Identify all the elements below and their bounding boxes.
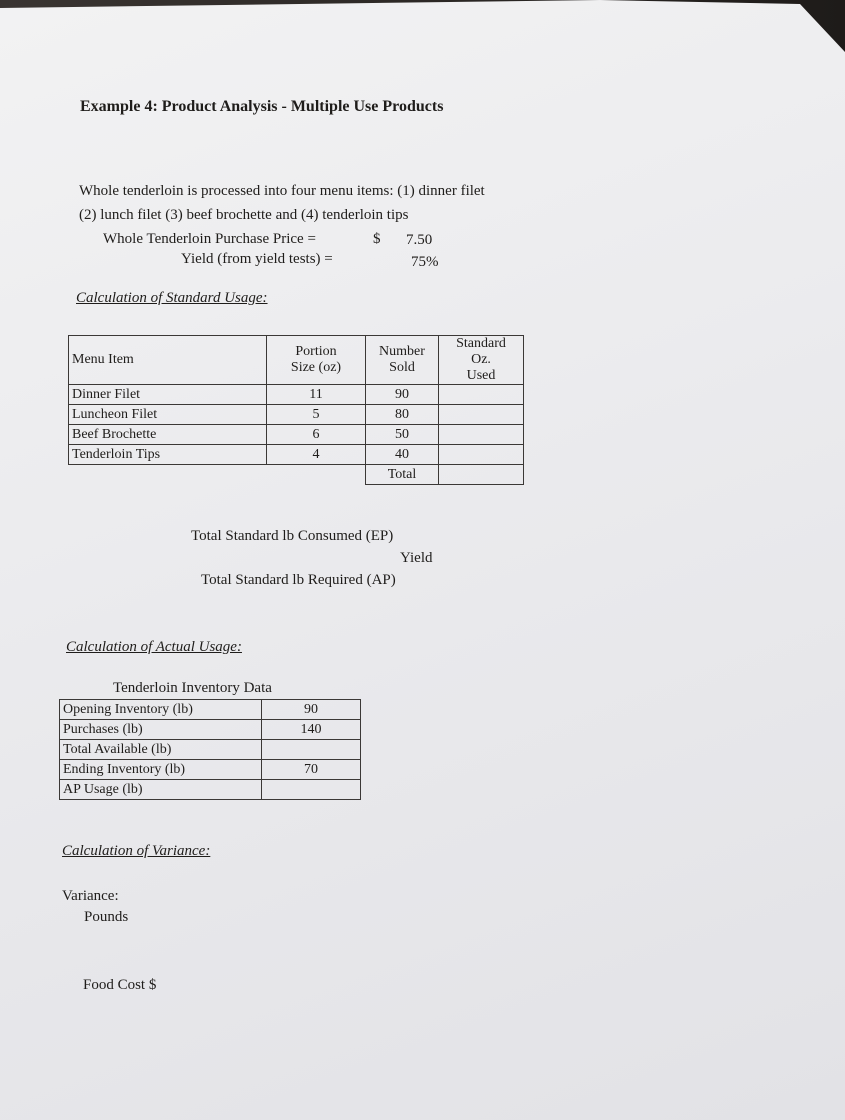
pounds-label: Pounds <box>84 909 129 925</box>
total-value-cell <box>439 465 524 485</box>
table-row <box>60 780 361 800</box>
inventory-label-cell: Opening Inventory (lb) <box>60 700 262 720</box>
table-row <box>69 405 524 425</box>
inventory-value-cell <box>262 740 361 760</box>
yield-row-label: Yield <box>400 550 433 566</box>
price-value: 7.50 <box>406 232 433 248</box>
menu-item-cell: Tenderloin Tips <box>69 445 267 465</box>
price-label: Whole Tenderloin Purchase Price = <box>103 231 316 247</box>
standard-oz-cell <box>439 405 524 425</box>
total-row <box>69 465 524 485</box>
portion-size-cell: 6 <box>267 425 366 445</box>
inventory-caption: Tenderloin Inventory Data <box>113 680 272 696</box>
page-title: Example 4: Product Analysis - Multiple Use Products <box>80 98 444 115</box>
inventory-label-cell: AP Usage (lb) <box>60 780 262 800</box>
portion-size-cell: 11 <box>267 385 366 405</box>
inventory-value-cell: 140 <box>262 720 361 740</box>
number-sold-cell: 40 <box>366 445 439 465</box>
inventory-label-cell: Ending Inventory (lb) <box>60 760 262 780</box>
inventory-label-cell: Purchases (lb) <box>60 720 262 740</box>
yield-value: 75% <box>411 254 439 270</box>
portion-size-cell: 5 <box>267 405 366 425</box>
standard-oz-cell <box>439 445 524 465</box>
inventory-value-cell: 90 <box>262 700 361 720</box>
standard-oz-cell <box>439 425 524 445</box>
standard-oz-cell <box>439 385 524 405</box>
price-currency: $ <box>373 231 381 247</box>
table-row <box>69 425 524 445</box>
menu-item-cell: Luncheon Filet <box>69 405 267 425</box>
header-number-sold: Number Sold <box>366 336 439 385</box>
total-required-label: Total Standard lb Required (AP) <box>201 572 396 588</box>
table-row <box>69 385 524 405</box>
total-label: Total <box>366 465 439 485</box>
variance-heading: Calculation of Variance: <box>62 843 211 859</box>
table-header-row <box>69 336 524 385</box>
total-consumed-label: Total Standard lb Consumed (EP) <box>191 528 394 544</box>
standard-usage-table <box>68 335 524 485</box>
actual-usage-heading: Calculation of Actual Usage: <box>66 639 242 655</box>
number-sold-cell: 80 <box>366 405 439 425</box>
table-row <box>60 720 361 740</box>
header-menu-item: Menu Item <box>69 336 267 385</box>
number-sold-cell: 50 <box>366 425 439 445</box>
number-sold-cell: 90 <box>366 385 439 405</box>
table-row <box>60 760 361 780</box>
table-row <box>69 445 524 465</box>
menu-item-cell: Dinner Filet <box>69 385 267 405</box>
intro-line-1: Whole tenderloin is processed into four menu items: (1) dinner filet <box>79 183 485 199</box>
header-standard-oz-used: Standard Oz. Used <box>439 336 524 385</box>
yield-label: Yield (from yield tests) = <box>181 251 333 267</box>
inventory-value-cell: 70 <box>262 760 361 780</box>
inventory-value-cell <box>262 780 361 800</box>
table-row <box>60 700 361 720</box>
header-portion-size: Portion Size (oz) <box>267 336 366 385</box>
standard-usage-heading: Calculation of Standard Usage: <box>76 290 268 306</box>
variance-label: Variance: <box>62 888 119 904</box>
inventory-label-cell: Total Available (lb) <box>60 740 262 760</box>
intro-line-2: (2) lunch filet (3) beef brochette and (4) tenderloin tips <box>79 207 409 223</box>
food-cost-label: Food Cost $ <box>83 977 157 993</box>
inventory-table <box>59 699 361 800</box>
portion-size-cell: 4 <box>267 445 366 465</box>
menu-item-cell: Beef Brochette <box>69 425 267 445</box>
table-row <box>60 740 361 760</box>
